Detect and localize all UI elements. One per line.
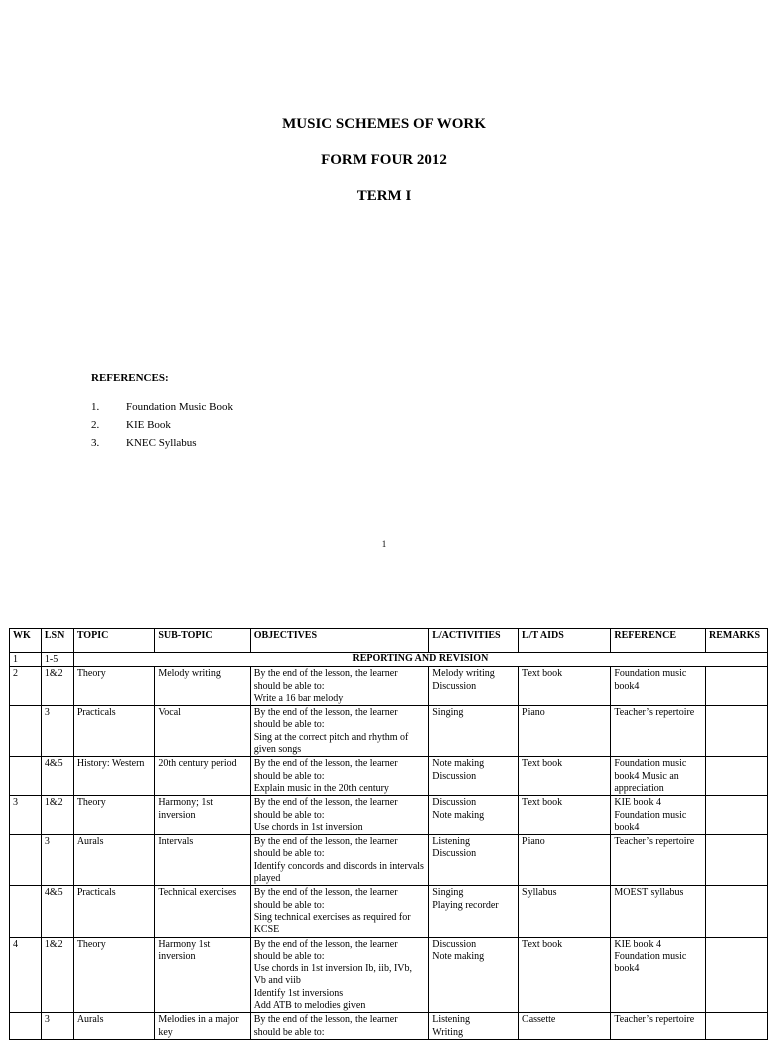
cell-topic: Aurals (73, 1013, 155, 1040)
cell-remarks (705, 1013, 767, 1040)
cell-activities (429, 757, 519, 796)
table-row (10, 937, 768, 1013)
cell-reference: KIE book 4 Foundation music book4 (611, 937, 706, 1013)
cell-subtopic: Melodies in a major key (155, 1013, 250, 1040)
cell-aids: Piano (519, 706, 611, 757)
column-header-remarks: REMARKS (705, 629, 767, 653)
column-header-reference: REFERENCE (611, 629, 706, 653)
column-header-objectives: OBJECTIVES (250, 629, 429, 653)
reference-text: Foundation Music Book (126, 401, 233, 413)
activity-line: Discussion (432, 680, 477, 692)
cell-subtopic: Melody writing (155, 667, 250, 706)
column-header-lsn: LSN (41, 629, 73, 653)
table-row (10, 1013, 768, 1040)
objective-line: By the end of the lesson, the learner should be able to: (253, 938, 398, 962)
cell-week (10, 1013, 42, 1040)
cell-aids: Syllabus (519, 886, 611, 937)
cell-subtopic: Intervals (155, 835, 250, 886)
cell-week: 3 (10, 796, 42, 835)
cell-remarks (705, 796, 767, 835)
objective-line: By the end of the lesson, the learner should be able to: (253, 797, 398, 821)
cell-topic: Practicals (73, 706, 155, 757)
activity-line: Discussion (432, 938, 477, 950)
cell-remarks (705, 706, 767, 757)
activity-line: Discussion (432, 848, 477, 860)
cell-aids: Text book (519, 667, 611, 706)
reference-item (91, 437, 233, 455)
references-list (91, 401, 233, 455)
objective-line: Use chords in 1st inversion Ib, iib, IVb, Vb and viib (253, 963, 413, 987)
cell-lesson: 1&2 (41, 796, 73, 835)
cell-subtopic: Vocal (155, 706, 250, 757)
objective-line: Sing at the correct pitch and rhythm of given songs (253, 731, 409, 756)
cell-week: 1 (10, 653, 42, 667)
cell-week (10, 886, 42, 937)
objective-line: Identify concords and discords in intervals played (253, 860, 424, 885)
activity-line: Note making (432, 950, 485, 962)
cell-reporting-and-revision: REPORTING AND REVISION (73, 653, 767, 667)
reference-number: 1. (91, 401, 100, 413)
cell-reference: Teacher’s repertoire (611, 835, 706, 886)
table-row (10, 835, 768, 886)
cell-remarks (705, 937, 767, 1013)
cell-aids: Text book (519, 757, 611, 796)
cell-topic: Practicals (73, 886, 155, 937)
objective-line: Write a 16 bar melody (253, 692, 344, 704)
cell-subtopic: Harmony 1st inversion (155, 937, 250, 1013)
table-header-row (10, 629, 768, 653)
cell-objectives (250, 1013, 429, 1040)
cell-activities (429, 886, 519, 937)
cell-lesson: 3 (41, 1013, 73, 1040)
table-row (10, 796, 768, 835)
cell-objectives (250, 667, 429, 706)
cell-topic: Aurals (73, 835, 155, 886)
cell-week (10, 757, 42, 796)
activity-line: Note making (432, 809, 485, 821)
cell-subtopic: Technical exercises (155, 886, 250, 937)
cell-aids: Piano (519, 835, 611, 886)
cell-activities (429, 667, 519, 706)
cell-topic: Theory (73, 667, 155, 706)
cell-activities (429, 1013, 519, 1040)
column-header-topic: TOPIC (73, 629, 155, 653)
cell-topic: Theory (73, 796, 155, 835)
table-row (10, 706, 768, 757)
activity-line: Singing (432, 887, 464, 899)
cell-aids: Text book (519, 796, 611, 835)
cell-remarks (705, 757, 767, 796)
reference-text: KIE Book (126, 419, 171, 431)
cell-activities (429, 937, 519, 1013)
cell-week (10, 706, 42, 757)
cell-reference: Foundation music book4 (611, 667, 706, 706)
cell-remarks (705, 835, 767, 886)
activity-line: Writing (432, 1026, 463, 1038)
objective-line: By the end of the lesson, the learner should be able to: (253, 668, 398, 692)
cell-objectives (250, 796, 429, 835)
cell-topic: Theory (73, 937, 155, 1013)
cell-subtopic: 20th century period (155, 757, 250, 796)
reference-number: 3. (91, 437, 100, 449)
cell-topic: History: Western (73, 757, 155, 796)
objective-line: By the end of the lesson, the learner should be able to: (253, 758, 398, 782)
cell-activities (429, 835, 519, 886)
objective-line: By the end of the lesson, the learner should be able to: (253, 1014, 398, 1038)
cell-aids: Cassette (519, 1013, 611, 1040)
activity-line: Playing recorder (432, 899, 499, 911)
activity-line: Note making (432, 758, 485, 770)
cell-aids: Text book (519, 937, 611, 1013)
activity-line: Listening (432, 836, 471, 848)
cell-objectives (250, 757, 429, 796)
objective-line: Use chords in 1st inversion (253, 821, 363, 833)
cell-lesson: 4&5 (41, 757, 73, 796)
cell-lesson: 1&2 (41, 667, 73, 706)
cell-lesson: 1-5 (41, 653, 73, 667)
cell-reference: Foundation music book4 Music an appreciation (611, 757, 706, 796)
cell-objectives (250, 835, 429, 886)
objective-line: Add ATB to melodies given (253, 1000, 366, 1012)
objective-line: By the end of the lesson, the learner should be able to: (253, 836, 398, 860)
cell-reference: MOEST syllabus (611, 886, 706, 937)
cell-objectives (250, 937, 429, 1013)
form-heading: FORM FOUR 2012 (321, 152, 447, 168)
cell-objectives (250, 706, 429, 757)
objective-line: By the end of the lesson, the learner should be able to: (253, 887, 398, 911)
cell-lesson: 3 (41, 835, 73, 886)
cell-lesson: 1&2 (41, 937, 73, 1013)
column-header-wk: WK (10, 629, 42, 653)
cell-subtopic: Harmony; 1st inversion (155, 796, 250, 835)
term-heading: TERM I (356, 188, 412, 204)
cell-week: 4 (10, 937, 42, 1013)
reference-item (91, 419, 233, 437)
cell-lesson: 3 (41, 706, 73, 757)
activity-line: Melody writing (432, 668, 495, 680)
cell-week (10, 835, 42, 886)
reference-text: KNEC Syllabus (126, 437, 197, 449)
activity-line: Singing (432, 707, 464, 719)
activity-line: Discussion (432, 770, 477, 782)
objective-line: Identify 1st inversions (253, 987, 344, 999)
cell-reference: KIE book 4 Foundation music book4 (611, 796, 706, 835)
cell-objectives (250, 886, 429, 937)
table-row (10, 667, 768, 706)
column-header-sub-topic: SUB-TOPIC (155, 629, 250, 653)
cell-activities (429, 706, 519, 757)
activity-line: Listening (432, 1014, 471, 1026)
objective-line: Sing technical exercises as required for KCSE (253, 911, 411, 936)
table-row (10, 757, 768, 796)
reference-number: 2. (91, 419, 100, 431)
column-header-l-t-aids: L/T AIDS (519, 629, 611, 653)
column-header-l-activities: L/ACTIVITIES (429, 629, 519, 653)
schemes-of-work-table (9, 628, 768, 1040)
objective-line: By the end of the lesson, the learner should be able to: (253, 707, 398, 731)
activity-line: Discussion (432, 797, 477, 809)
page-number: 1 (381, 539, 387, 549)
references-heading: REFERENCES: (91, 372, 169, 384)
cell-reference: Teacher’s repertoire (611, 706, 706, 757)
cell-activities (429, 796, 519, 835)
table-row (10, 653, 768, 667)
reference-item (91, 401, 233, 419)
objective-line: Explain music in the 20th century (253, 782, 389, 794)
cell-reference: Teacher’s repertoire (611, 1013, 706, 1040)
document-title: MUSIC SCHEMES OF WORK (282, 116, 486, 132)
cell-lesson: 4&5 (41, 886, 73, 937)
cell-remarks (705, 886, 767, 937)
table-row (10, 886, 768, 937)
cell-remarks (705, 667, 767, 706)
cell-week: 2 (10, 667, 42, 706)
